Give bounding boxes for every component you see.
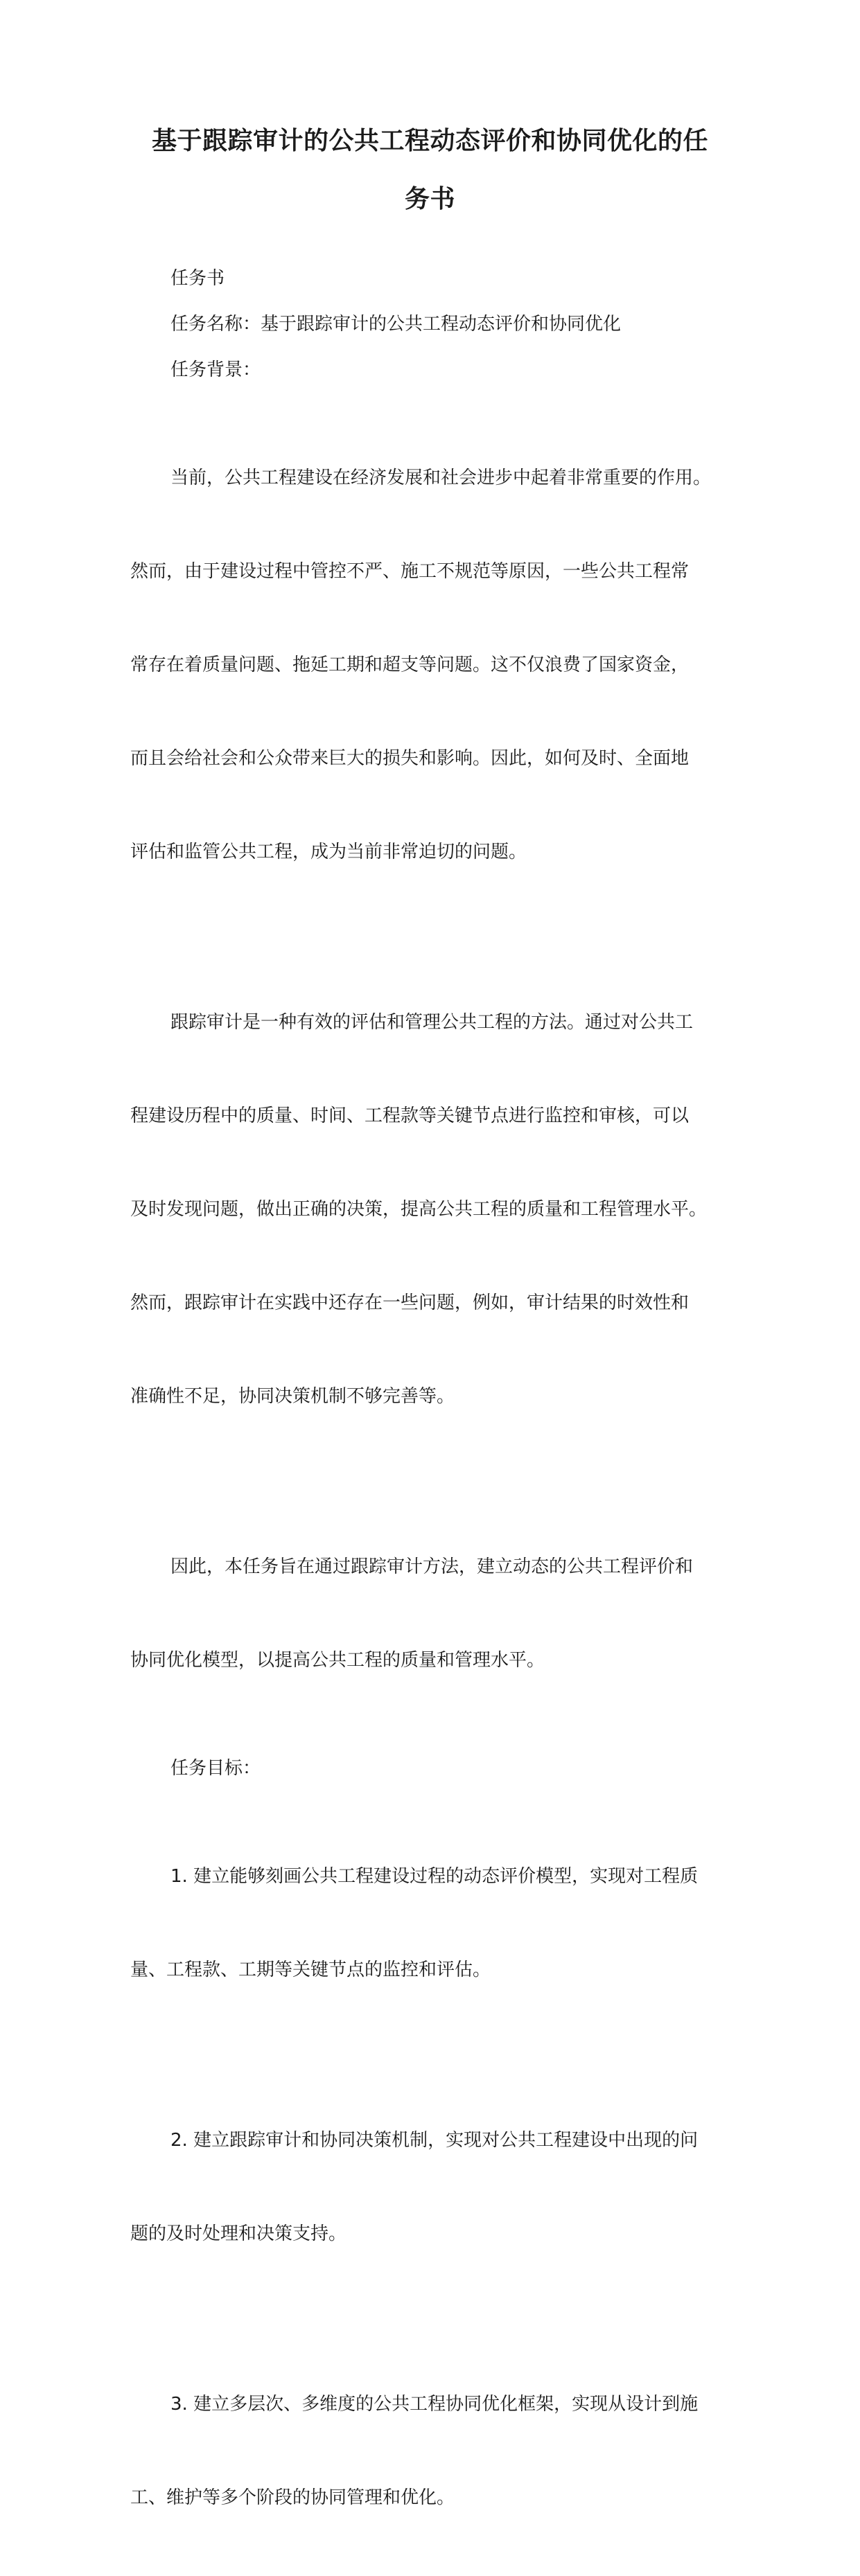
paragraph-background-heading bbox=[130, 355, 740, 386]
text-line: 量、工程款、工期等关键节点的监控和评估。 bbox=[130, 1960, 491, 1980]
text-line: 协同优化模型，以提高公共工程的质量和管理水平。 bbox=[130, 1650, 545, 1671]
paragraph-background-1 bbox=[130, 400, 740, 930]
document-body bbox=[130, 263, 740, 2576]
document-title-line-1: 基于跟踪审计的公共工程动态评价和协同优化的任 bbox=[151, 127, 708, 155]
text-line: 工、维护等多个阶段的协同管理和优化。 bbox=[130, 2487, 455, 2508]
text-line: 任务目标： bbox=[170, 1758, 261, 1779]
text-line: 当前，公共工程建设在经济发展和社会进步中起着非常重要的作用。 bbox=[170, 468, 712, 488]
paragraph-background-3 bbox=[130, 1489, 740, 1739]
text-line: 1. 建立能够刻画公共工程建设过程的动态评价模型，实现对工程质 bbox=[170, 1866, 699, 1887]
text-line: 准确性不足，协同决策机制不够完善等。 bbox=[130, 1386, 455, 1407]
text-line: 任务背景： bbox=[170, 359, 261, 380]
text-line: 题的及时处理和决策支持。 bbox=[130, 2223, 347, 2244]
text-line: 2. 建立跟踪审计和协同决策机制，实现对公共工程建设中出现的问 bbox=[170, 2130, 699, 2151]
text-line: 跟踪审计是一种有效的评估和管理公共工程的方法。通过对公共工 bbox=[170, 1012, 694, 1033]
text-line: 因此，本任务旨在通过跟踪审计方法，建立动态的公共工程评价和 bbox=[170, 1556, 694, 1577]
paragraph-goal-3 bbox=[130, 2327, 740, 2576]
paragraph-goals-heading bbox=[130, 1753, 740, 1784]
text-line: 及时发现问题，做出正确的决策，提高公共工程的质量和工程管理水平。 bbox=[130, 1199, 708, 1220]
paragraph-task-name bbox=[130, 309, 740, 340]
text-line: 3. 建立多层次、多维度的公共工程协同优化框架，实现从设计到施 bbox=[170, 2394, 699, 2415]
paragraph-background-2 bbox=[130, 945, 740, 1475]
document-title-line-2: 务书 bbox=[404, 185, 455, 213]
paragraph-heading-renwushu bbox=[130, 263, 740, 294]
text-line: 程建设历程中的质量、时间、工程款等关键节点进行监控和审核，可以 bbox=[130, 1105, 690, 1126]
text-line: 评估和监管公共工程，成为当前非常迫切的问题。 bbox=[130, 842, 527, 862]
paragraph-goal-1 bbox=[130, 1799, 740, 2048]
text-line: 常存在着质量问题、拖延工期和超支等问题。这不仅浪费了国家资金， bbox=[130, 655, 690, 675]
text-line: 任务书 bbox=[170, 268, 225, 289]
text-line: 而且会给社会和公众带来巨大的损失和影响。因此，如何及时、全面地 bbox=[130, 748, 690, 769]
paragraph-goal-2 bbox=[130, 2063, 740, 2312]
text-line: 然而，由于建设过程中管控不严、施工不规范等原因，一些公共工程常 bbox=[130, 561, 690, 582]
text-line: 任务名称：基于跟踪审计的公共工程动态评价和协同优化 bbox=[170, 314, 622, 335]
text-line: 然而，跟踪审计在实践中还存在一些问题，例如，审计结果的时效性和 bbox=[130, 1293, 690, 1313]
